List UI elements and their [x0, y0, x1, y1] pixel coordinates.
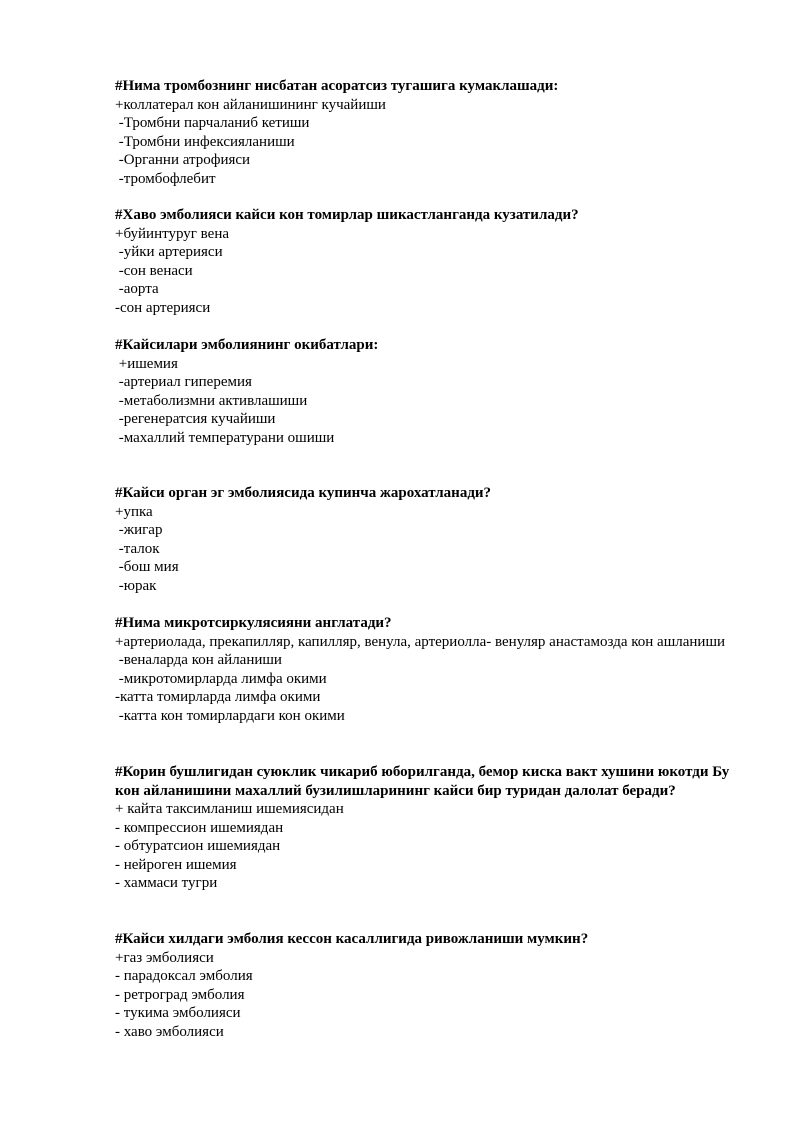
answer-option: - парадоксал эмболия	[115, 968, 253, 984]
answer-option: -Тромбни парчаланиб кетиши	[115, 115, 310, 131]
answer-option: -талок	[115, 540, 160, 557]
answer-option: -артериал гиперемия	[115, 374, 252, 390]
answer-option: -сон венаси	[115, 262, 193, 279]
answer-option: -Органни атрофияси	[115, 152, 251, 168]
answer-option: -уйки артерияси	[115, 244, 223, 260]
answer-option: -веналарда кон айланиши	[115, 652, 282, 668]
answer-option: - компрессион ишемиядан	[115, 819, 284, 836]
answer-option: -тромбофлебит	[115, 170, 216, 187]
question-block	[115, 77, 558, 188]
answer-option: -юрак	[115, 577, 157, 594]
question-block	[115, 930, 745, 1041]
answer-option: - ретроград эмболия	[115, 986, 245, 1003]
answer-option: -метаболизмни активлашиши	[115, 392, 308, 409]
question-block	[115, 763, 745, 893]
question-title: #Нима тромбознинг нисбатан асоратсиз тугашига кумаклашади:	[115, 78, 559, 94]
answer-option: -бош мия	[115, 559, 179, 575]
answer-option: -жигар	[115, 522, 163, 538]
question-title: #Кайси орган эг эмболиясида купинча жарохатланади?	[115, 485, 492, 501]
answer-option: - обтуратсион ишемиядан	[115, 838, 281, 854]
answer-option: -регенератсия кучайиши	[115, 411, 276, 427]
question-block	[115, 484, 745, 595]
answer-option: +упка	[115, 503, 153, 520]
answer-option: -катта томирларда лимфа окими	[115, 689, 321, 705]
question-title: #Кайси хилдаги эмболия кессон касаллигида ривожланиши мумкин?	[115, 931, 589, 947]
answer-option: -сон артерияси	[115, 299, 211, 316]
answer-option: -катта кон томирлардаги кон окими	[115, 707, 345, 724]
answer-option: -аорта	[115, 281, 159, 297]
answer-option: +буйинтуруг вена	[115, 225, 230, 242]
answer-option: - хаво эмболияси	[115, 1023, 224, 1040]
question-title: #Нима микротсиркулясияни англатади?	[115, 615, 392, 631]
answer-option: - хаммаси тугри	[115, 875, 218, 891]
question-block	[115, 336, 745, 447]
answer-option: +газ эмболияси	[115, 949, 214, 966]
answer-option: -микротомирларда лимфа окими	[115, 670, 327, 687]
question-block	[115, 206, 745, 317]
answer-option: + кайта таксимланиш ишемиясидан	[115, 801, 344, 817]
question-title: #Кайсилари эмболиянинг окибатлари:	[115, 337, 379, 353]
answer-option: -махаллий температурани ошиши	[115, 429, 335, 446]
question-title: #Корин бушлигидан суюклик чикариб юборилганда, бемор киска вакт хушини юкотди Бу кон айланишини махаллий бузилишларининг кайси бир туридан далолат беради?	[115, 764, 730, 799]
question-block	[115, 614, 745, 725]
question-title: #Хаво эмболияси кайси кон томирлар шикастланганда кузатилади?	[115, 207, 579, 223]
answer-option: +артериолада, прекапилляр, капилляр, венула, артериолла- венуляр анастамозда кон ашланиши	[115, 633, 726, 650]
answer-option: +коллатерал кон айланишининг кучайиши	[115, 96, 386, 113]
answer-option: -Тромбни инфексияланиши	[115, 133, 295, 150]
answer-option: - тукима эмболияси	[115, 1005, 241, 1021]
answer-option: +ишемия	[115, 355, 178, 372]
answer-option: - нейроген ишемия	[115, 856, 237, 873]
